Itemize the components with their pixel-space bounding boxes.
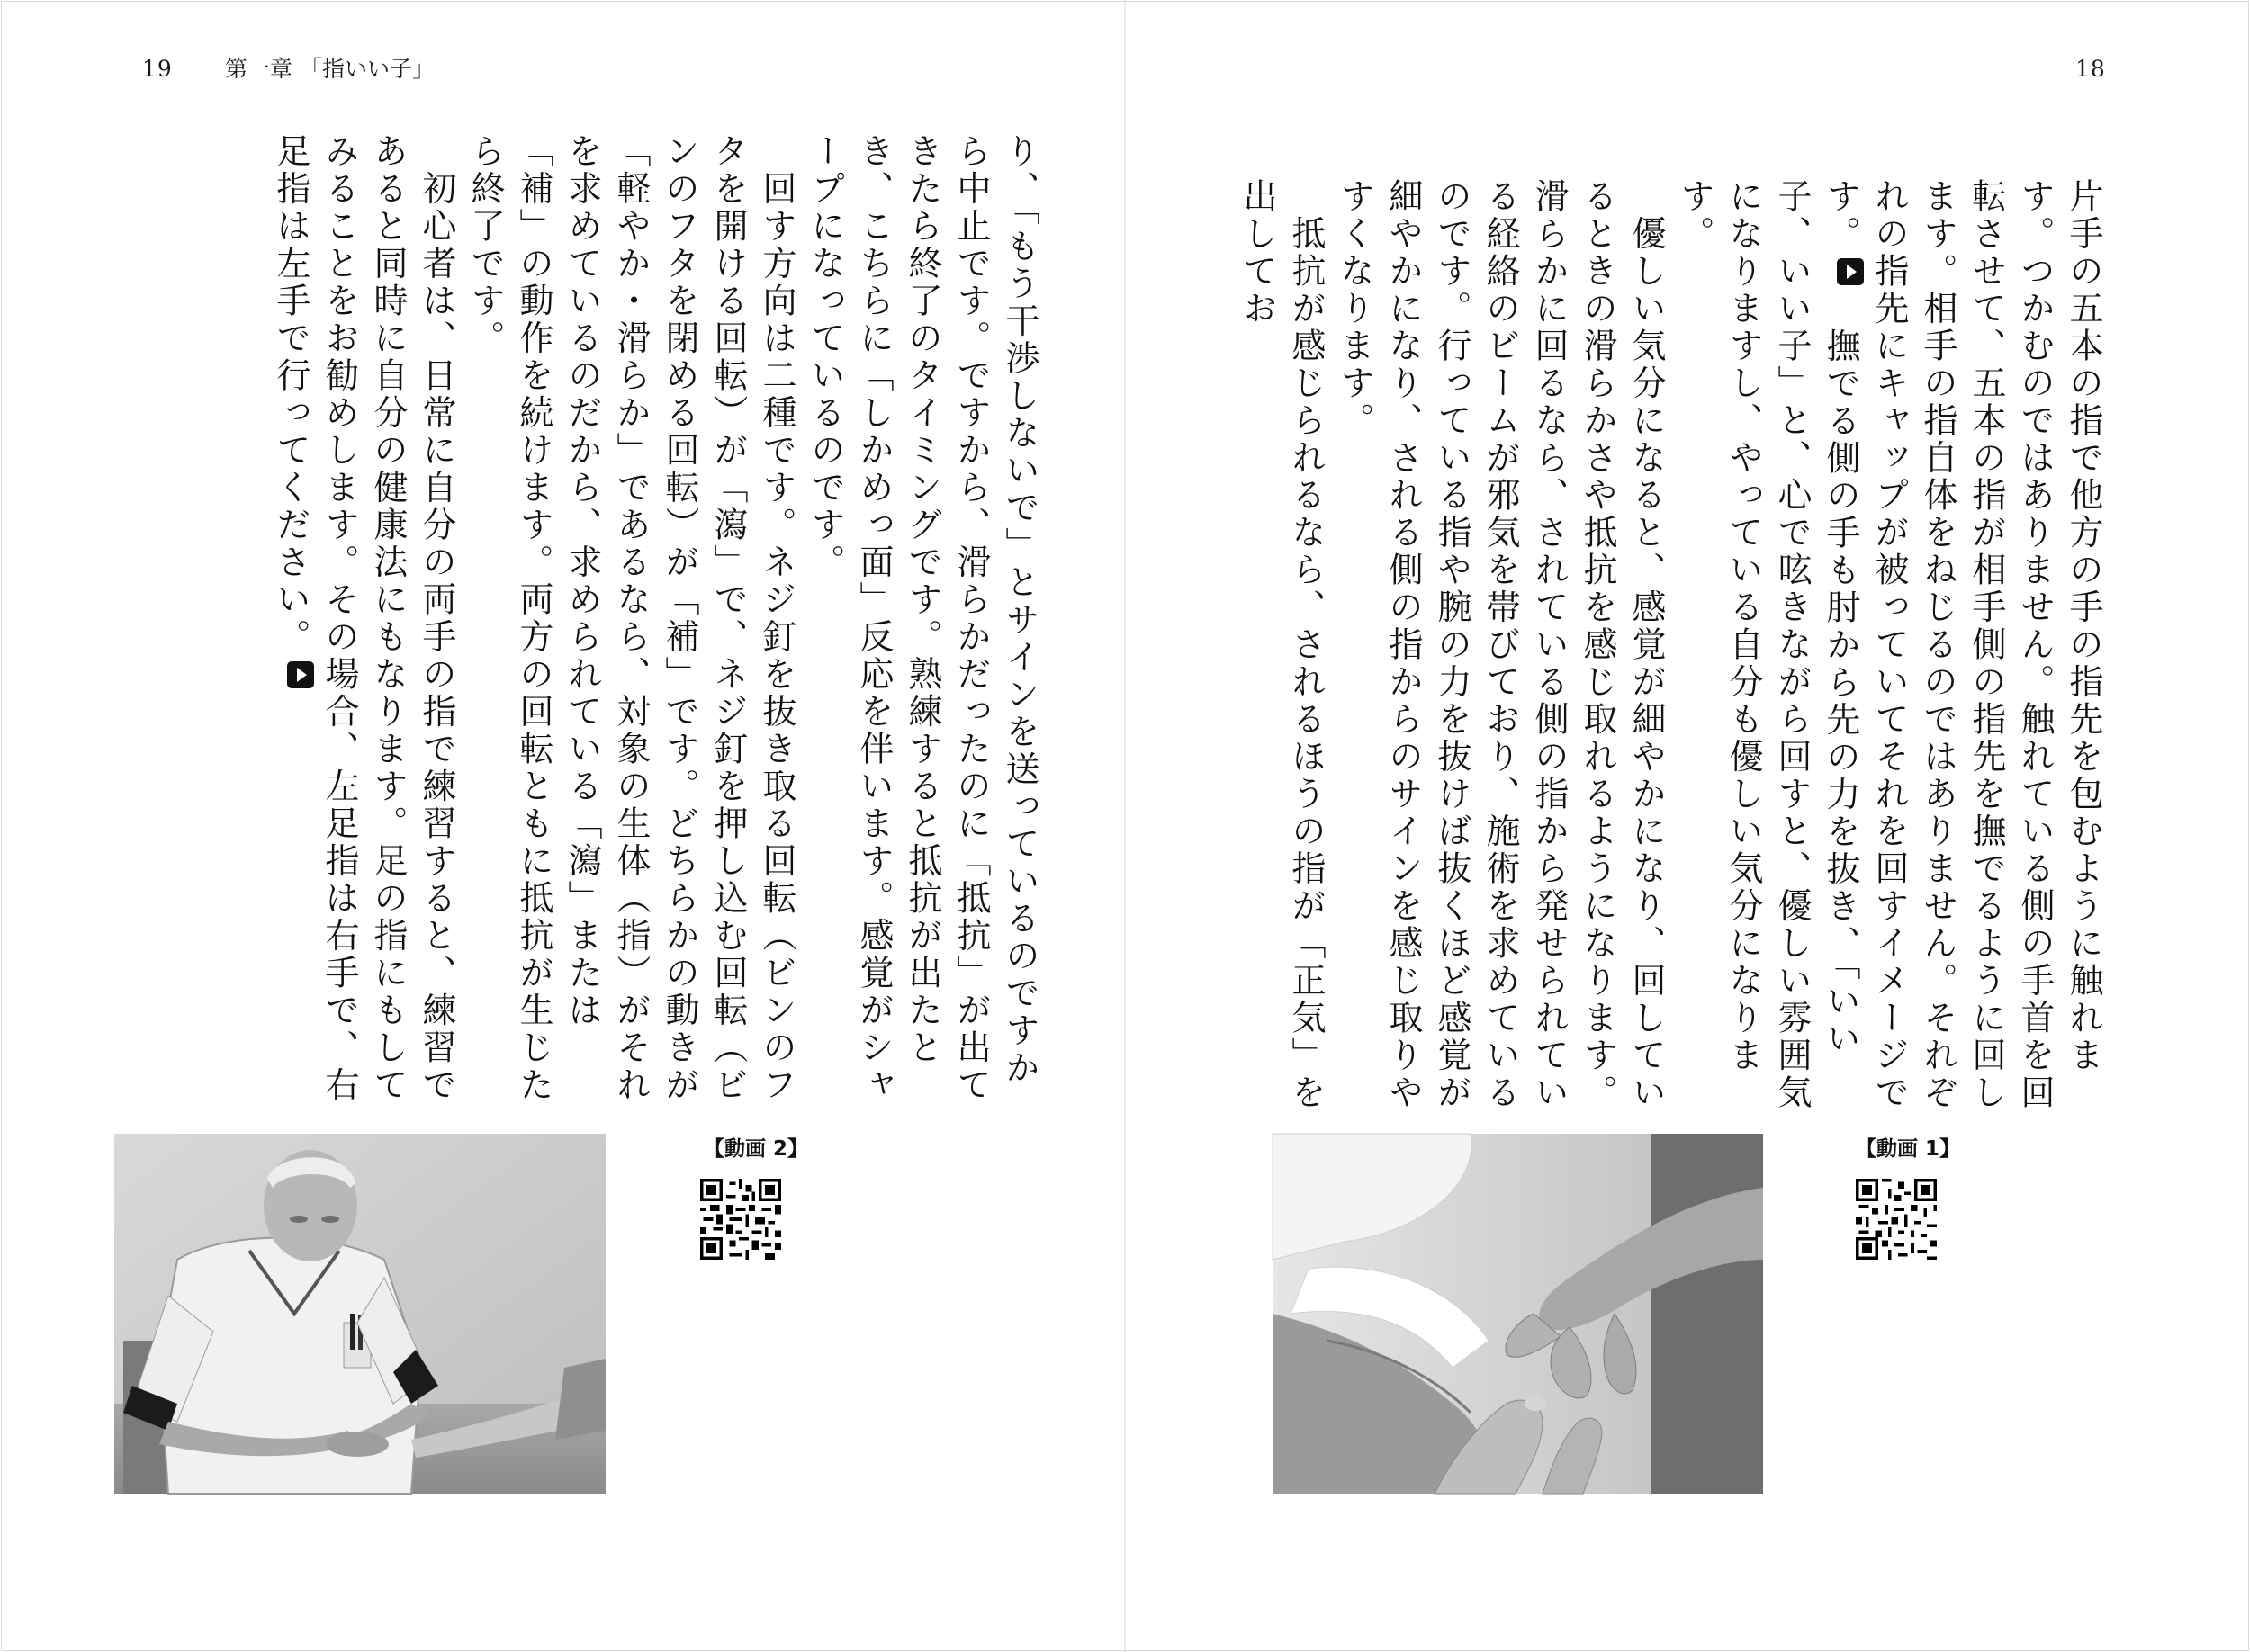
right-page-number: 18 bbox=[2075, 56, 2106, 82]
left-page-paragraphs: り、「もう干渉しないで」とサインを送っているのですから中止です。ですから、滑らかだったのに「抵抗」が出てきたら終了のタイミングです。熟練すると抵抗が出たとき、こちらに「しかめっ面」反応を伴います。感覚がシャープになっているのです。 回す方向は二種です。ネジ釘を抜き取る回転（ビンのフタを開ける回転）が「瀉」で、ネジ釘を押し込む回転（ビンのフタを閉める回転）が「補」です。どちらかの動きが「軽やか・滑らか」であるなら、対象の生体（指）がそれを求めているのだから、求められている「瀉」または「補」の動作を続けます。両方の回転ともに抵抗が生じたら終了です。 初心者は、日常に自分の両手の指で練習すると、練習であると同時に自分の健康法にもなります。足の指にもしてみることをお勧めします。その場合、左足指は右手で、右足指は左手で行ってください。 bbox=[271, 133, 1040, 1104]
video-1-label: 【動画 1】 bbox=[1856, 1137, 1961, 1161]
qr-code-icon[interactable] bbox=[700, 1179, 781, 1260]
video-2-label: 【動画 2】 bbox=[704, 1137, 809, 1161]
chapter-title: 第一章 「指いい子」 bbox=[225, 56, 435, 82]
right-page-paragraph-1: 片手の五本の指で他方の手の指先を包むように触れます。つかむのではありません。触れている側の手首を回転させて、五本の指が相手側の指先を撫でるように回します。相手の指自体をねじるのではありません。それぞれの指先にキャップが被っていてそれを回すイメージです。 bbox=[1821, 178, 2103, 1112]
right-page-paragraphs: 撫でる側の手も肘から先の力を抜き、「いい子、いい子」と、心で呟きながら回すと、優しい雰囲気になりますし、やっている自分も優しい気分になります。 優しい気分になると、感覚が細やかになり、回しているときの滑らかさや抵抗を感じ取れるようになります。滑らかに回るなら、されている側の指から発せられている経絡のビームが邪気を帯びており、施術を求めているのです。行っている指や腕の力を抜けば抜くほど感覚が細やかになり、される側の指からのサインを感じ取りやすくなります。 抵抗が感じられるなら、されるほうの指が「正気」を出してお bbox=[1238, 178, 1860, 1112]
right-page-body bbox=[1238, 178, 2108, 1114]
play-icon[interactable] bbox=[1837, 258, 1864, 285]
photo-practitioner-treating-fingers bbox=[114, 1134, 606, 1494]
photo-hands-close-up bbox=[1273, 1134, 1763, 1494]
photo-illustration bbox=[1273, 1134, 1763, 1494]
left-page-number: 19 bbox=[142, 56, 173, 82]
photo-illustration bbox=[114, 1134, 606, 1494]
page-gutter bbox=[1124, 0, 1126, 1652]
left-page-body bbox=[180, 133, 1044, 1114]
play-icon[interactable] bbox=[287, 661, 314, 688]
qr-code-icon[interactable] bbox=[1856, 1179, 1937, 1260]
